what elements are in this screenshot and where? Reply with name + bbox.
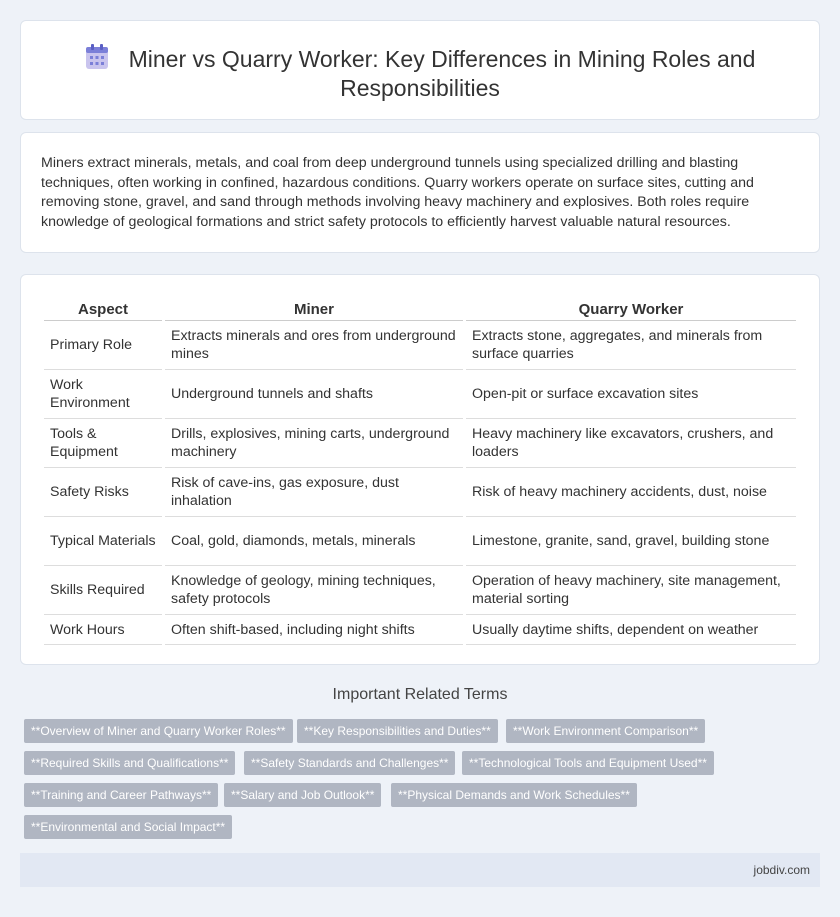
related-tag[interactable]: **Safety Standards and Challenges** xyxy=(244,751,455,775)
quarry-cell: Operation of heavy machinery, site management, material sorting xyxy=(466,566,796,615)
page-title: Miner vs Quarry Worker: Key Differences in Mining Roles and Responsibilities xyxy=(128,46,756,101)
quarry-cell: Heavy machinery like excavators, crushers, and loaders xyxy=(466,419,796,468)
footer-bar xyxy=(20,853,820,887)
aspect-cell: Work Environment xyxy=(44,370,162,419)
intro-card xyxy=(20,132,820,253)
aspect-cell: Skills Required xyxy=(44,566,162,615)
table-row xyxy=(44,566,796,615)
quarry-cell: Usually daytime shifts, dependent on weather xyxy=(466,615,796,645)
aspect-cell: Tools & Equipment xyxy=(44,419,162,468)
header-aspect: Aspect xyxy=(44,295,162,321)
related-tag[interactable]: **Overview of Miner and Quarry Worker Roles** xyxy=(24,719,293,743)
header-quarry-worker: Quarry Worker xyxy=(466,295,796,321)
miner-cell: Extracts minerals and ores from underground mines xyxy=(165,321,463,370)
header-miner: Miner xyxy=(165,295,463,321)
table-row xyxy=(44,370,796,419)
calendar-icon xyxy=(85,44,109,70)
aspect-cell: Work Hours xyxy=(44,615,162,645)
miner-cell: Risk of cave-ins, gas exposure, dust inhalation xyxy=(165,468,463,517)
miner-cell: Drills, explosives, mining carts, underground machinery xyxy=(165,419,463,468)
quarry-cell: Limestone, granite, sand, gravel, building stone xyxy=(466,517,796,566)
page-title-wrap xyxy=(21,44,819,103)
quarry-cell: Risk of heavy machinery accidents, dust, noise xyxy=(466,468,796,517)
quarry-cell: Extracts stone, aggregates, and minerals from surface quarries xyxy=(466,321,796,370)
related-terms-title: Important Related Terms xyxy=(332,686,508,703)
comparison-table xyxy=(41,295,799,645)
header-card xyxy=(20,20,820,120)
footer-site-link[interactable]: jobdiv.com xyxy=(753,863,810,877)
related-tag[interactable]: **Physical Demands and Work Schedules** xyxy=(391,783,637,807)
miner-cell: Underground tunnels and shafts xyxy=(165,370,463,419)
related-tag[interactable]: **Training and Career Pathways** xyxy=(24,783,218,807)
comparison-card xyxy=(20,274,820,665)
related-tag[interactable]: **Salary and Job Outlook** xyxy=(224,783,381,807)
miner-cell: Often shift-based, including night shifts xyxy=(165,615,463,645)
aspect-cell: Primary Role xyxy=(44,321,162,370)
related-tag[interactable]: **Work Environment Comparison** xyxy=(506,719,705,743)
related-tag[interactable]: **Required Skills and Qualifications** xyxy=(24,751,235,775)
related-tag[interactable]: **Environmental and Social Impact** xyxy=(24,815,232,839)
quarry-cell: Open-pit or surface excavation sites xyxy=(466,370,796,419)
intro-text: Miners extract minerals, metals, and coal from deep underground tunnels using specialized drilling and blasting techniques, often working in confined, hazardous conditions. Quarry workers operate on surface sites, cutting and removing stone, gravel, and sand through methods involving heavy machinery and explosives. Both roles require knowledge of geological formations and strict safety protocols to efficiently harvest valuable natural resources. xyxy=(41,155,754,230)
table-row xyxy=(44,517,796,566)
aspect-cell: Typical Materials xyxy=(44,517,162,566)
related-tag[interactable]: **Technological Tools and Equipment Used** xyxy=(462,751,714,775)
aspect-cell: Safety Risks xyxy=(44,468,162,517)
table-row xyxy=(44,615,796,645)
table-row xyxy=(44,419,796,468)
table-row xyxy=(44,468,796,517)
table-row xyxy=(44,321,796,370)
miner-cell: Knowledge of geology, mining techniques, safety protocols xyxy=(165,566,463,615)
related-tag[interactable]: **Key Responsibilities and Duties** xyxy=(297,719,498,743)
miner-cell: Coal, gold, diamonds, metals, minerals xyxy=(165,517,463,566)
